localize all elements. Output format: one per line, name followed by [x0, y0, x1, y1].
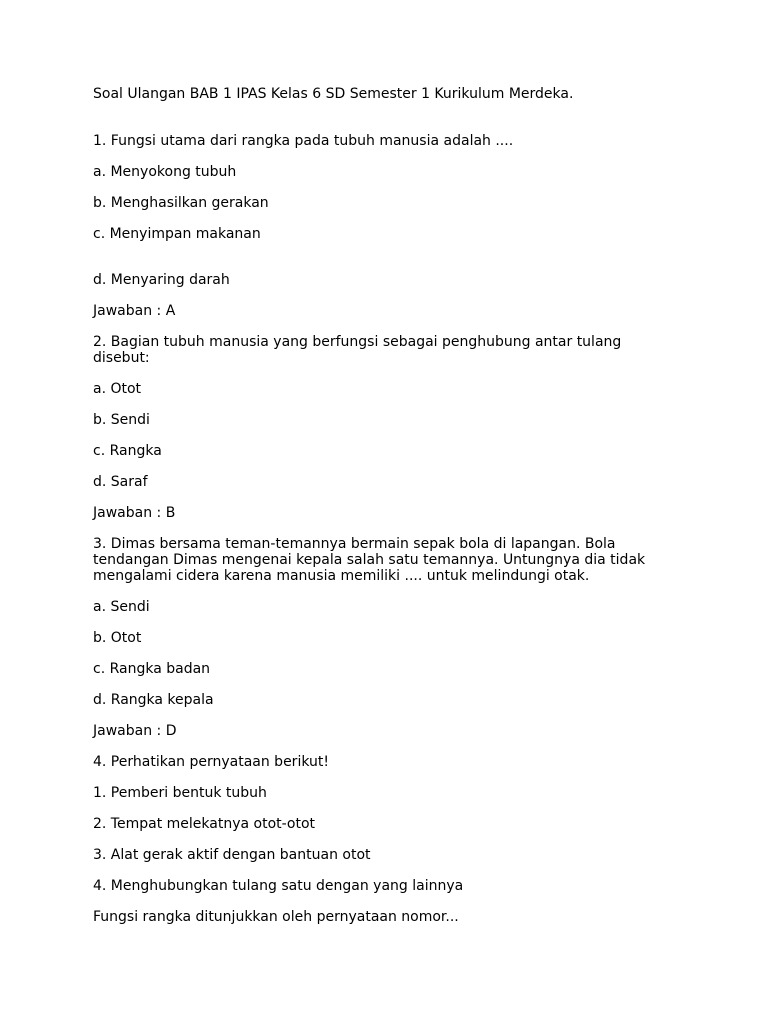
q2-option-d: d. Saraf [93, 474, 148, 490]
q3-option-c: c. Rangka badan [93, 661, 211, 677]
q3-option-d: d. Rangka kepala [93, 692, 214, 708]
q2-option-a: a. Otot [93, 381, 142, 397]
question-3: 3. Dimas bersama teman-temannya bermain sepak bola di lapangan. Bola tendangan Dimas mengenai kepala salah satu temannya. Untungnya dia tidak mengalami cidera karena manusia memiliki .... untuk melindungi otak. [93, 536, 646, 584]
q1-option-d: d. Menyaring darah [93, 272, 230, 288]
question-1: 1. Fungsi utama dari rangka pada tubuh manusia adalah .... [93, 133, 514, 149]
document-title: Soal Ulangan BAB 1 IPAS Kelas 6 SD Semester 1 Kurikulum Merdeka. [93, 86, 574, 102]
q4-statement-3: 3. Alat gerak aktif dengan bantuan otot [93, 847, 371, 863]
q3-option-a: a. Sendi [93, 599, 150, 615]
q1-option-b: b. Menghasilkan gerakan [93, 195, 269, 211]
q3-answer: Jawaban : D [93, 723, 177, 739]
q3-option-b: b. Otot [93, 630, 142, 646]
q2-answer: Jawaban : B [93, 505, 176, 521]
q4-statement-4: 4. Menghubungkan tulang satu dengan yang lainnya [93, 878, 464, 894]
question-2: 2. Bagian tubuh manusia yang berfungsi sebagai penghubung antar tulang disebut: [93, 334, 622, 366]
q2-option-b: b. Sendi [93, 412, 150, 428]
q4-prompt: Fungsi rangka ditunjukkan oleh pernyataan nomor... [93, 909, 459, 925]
question-4: 4. Perhatikan pernyataan berikut! [93, 754, 329, 770]
q4-statement-1: 1. Pemberi bentuk tubuh [93, 785, 267, 801]
q1-option-a: a. Menyokong tubuh [93, 164, 237, 180]
document-page [93, 86, 673, 940]
q1-answer: Jawaban : A [93, 303, 176, 319]
q1-option-c: c. Menyimpan makanan [93, 226, 261, 242]
q2-option-c: c. Rangka [93, 443, 162, 459]
q4-statement-2: 2. Tempat melekatnya otot-otot [93, 816, 316, 832]
